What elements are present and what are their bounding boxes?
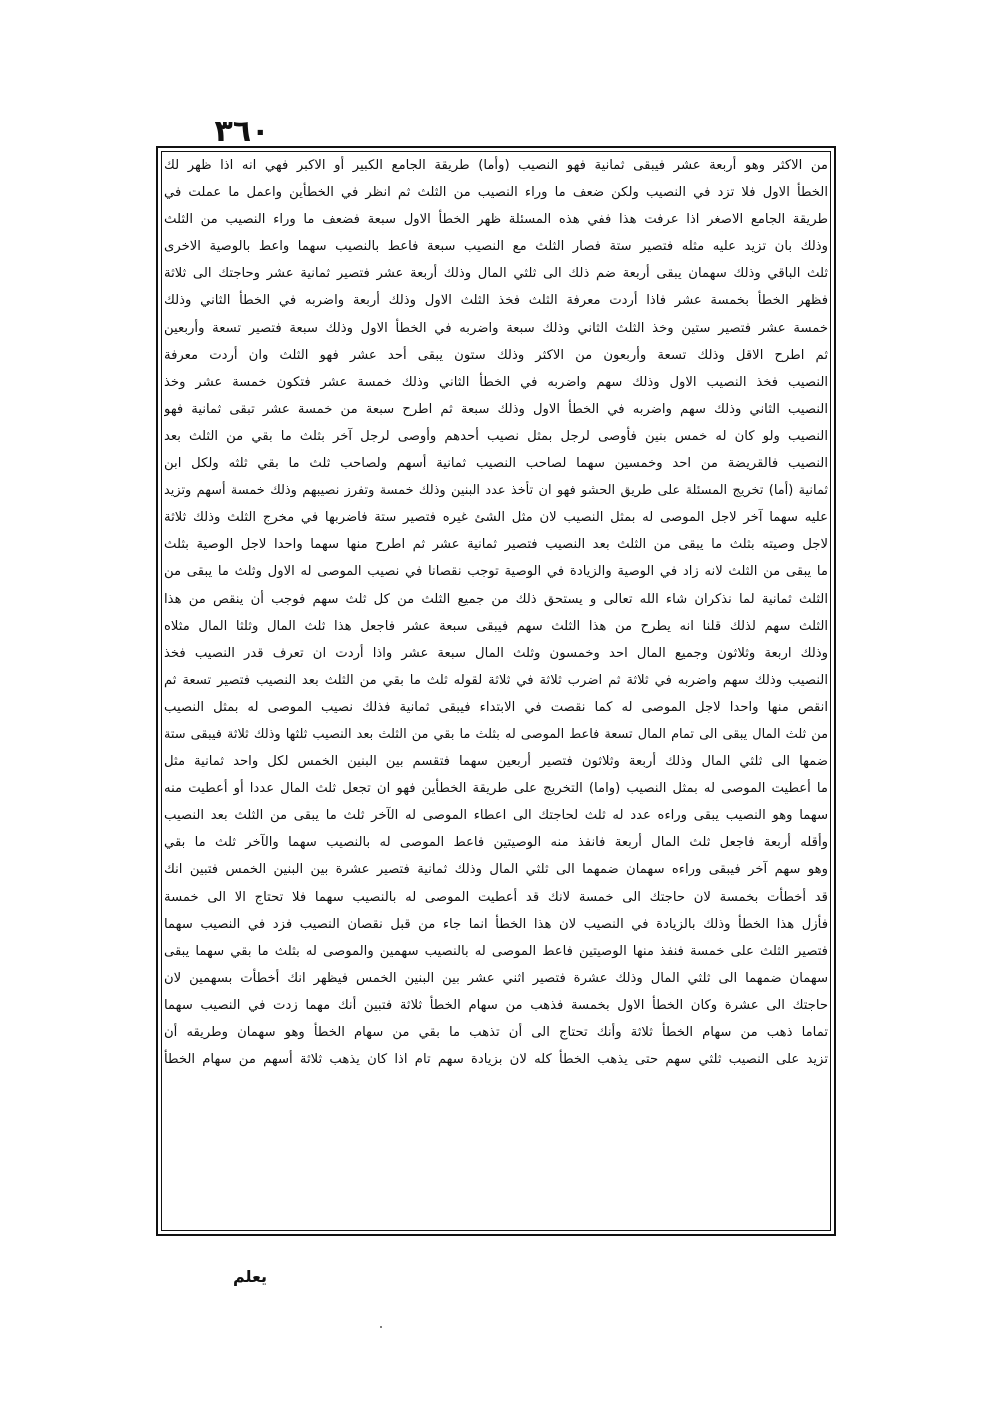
text-line: تماما ذهب من سهام الخطأ ثلاثة وأنك تحتاج الى أن تذهب ما بقي من سهام الخطأ وهو سهمان وطريقه أن [164, 1025, 828, 1040]
text-line: ما أعطيت الموصى له بمثل النصيب (واما) التخريج على طريقة الخطأين فهو ان تجعل ثلث المال عددا أو أعطيت منه [164, 781, 828, 797]
text-line: النصيب فالقريضة من احد وخمسين سهما لصاحب النصيب ثمانية أسهم ولصاحب ثلث ما بقي ثلثه ولكل ابن [164, 456, 828, 472]
text-line: تزيد على النصيب ثلثي سهم حتى يذهب الخطأ كله لان بزيادة سهم تام اذا كان يذهب ثلاثة أسهم من سهام الخطأ [164, 1052, 828, 1068]
text-line: فأزل هذا الخطأ وذلك بالزيادة في النصيب لان هذا الخطأ انما جاء من قبل نقصان النصيب فزد في النصيب سهما [164, 916, 828, 932]
text-line: طريقة الجامع الاصغر اذا عرفت هذا ففي هذه المسئلة ظهر الخطأ الاول سبعة فضعف ما وراء النصيب من الثلث [164, 212, 828, 228]
text-line: قد أخطأت بخمسة لان حاجتك الى خمسة لانك قد أعطيت الموصى له بالنصيب سهما فلا تحتاج الا الى خمسة [164, 889, 828, 905]
text-line: وهو سهم آخر فيبقى وراءه سهمان ضمهما الى ثلثي المال وذلك ثمانية فتصير عشرة بين البنين الخمس فتبين انك [164, 862, 828, 878]
text-line: عليه سهما آخر لاجل الموصى له بمثل النصيب لان مثل الشئ غيره فتصير ستة فاضربها في مخرج الثلث وذلك ثلاثة [164, 510, 828, 526]
page-number: ٣٦٠ [214, 114, 270, 149]
text-line: النصيب ولو كان له خمس بنين فأوصى لرجل بمثل نصيب أحدهم وأوصى لرجل آخر بثلث ما بقي من الثلث بعد [164, 428, 828, 444]
text-line: من ثلث المال يبقى الى تمام المال تسعة فاعط الموصى له بثلث ما بقي من الثلث بعد النصيب ثلثها وذلك ثلاثة فيبقى ستة [164, 726, 828, 742]
text-line: وأقله أربعة فاجعل ثلث المال أربعة فانفذ منه الوصيتين فاعط الموصى له بالنصيب سهما والآخر ثلث ما بقي [164, 835, 828, 851]
text-line: سهما وهو النصيب يبقى وراءه عدد له ثلث لحاجتك الى اعطاء الموصى له الآخر ثلث ما يبقى من الثلث بعد النصيب [164, 808, 828, 824]
text-line: النصيب فخذ النصيب الاول وذلك سهم واضربه في الخطأ الثاني وذلك خمسة عشر فتكون خمسة عشر وخذ [164, 374, 828, 390]
text-line: النصيب الثاني وذلك سهم واضربه في الخطأ الاول وذلك سبعة ثم اطرح سبعة من خمسة عشر تبقى ثمانية فهو [164, 401, 828, 417]
text-line: الخطأ الاول فلا تزد في النصيب ولكن ضعف ما وراء النصيب من الثلث ثم انظر في الخطأين واعمل ما عملت في [164, 185, 828, 201]
catchword: يعلم [232, 1267, 268, 1286]
text-line: ثلث الباقي وذلك سهمان يبقى أربعة ضم ذلك الى ثلثي المال وذلك أربعة عشر فتصير ثمانية عشر وحاجتك الى ثلاثة [164, 266, 828, 282]
text-line: الثلث سهم لذلك قلنا انه يطرح من هذا الثلث سهم فيبقى سبعة عشر فاجعل هذا ثلث المال وثلثا المال مثلاه [164, 618, 828, 634]
text-line: ضمها الى ثلثي المال وذلك أربعة وثلاثون فتصير أربعين سهما فتقسم بين البنين الخمس لكل واحد ثمانية مثل [164, 754, 828, 770]
text-line: ثمانية (أما) تخريج المسئلة على طريق الحشو فهو ان تأخذ عدد البنين وذلك خمسة وتفرز نصيبهم وذلك خمسة أسهم وتزيد [164, 483, 828, 499]
text-line: وذلك اربعة وثلاثون وجميع المال احد وخمسون وثلث المال سبعة عشر واذا أردت ان تعرف قدر النصيب فخذ [164, 645, 828, 661]
text-line: ثم اطرح الاقل وذلك تسعة وأربعون من الاكثر وذلك ستون يبقى أحد عشر فهو الثلث وان أردت معرفة [164, 347, 828, 363]
text-line: من الاكثر وهو أربعة عشر فيبقى ثمانية فهو النصيب (وأما) طريقة الجامع الكبير أو الاكبر فهي انه اذا ظهر لك [164, 158, 828, 173]
text-line: فظهر الخطأ بخمسة عشر فاذا أردت معرفة الثلث فخذ الثلث الاول وذلك أربعة واضربه في الخطأ الثاني وذلك [164, 293, 828, 309]
text-line: خمسة عشر فتصير ستين وخذ الثلث الثاني وذلك سبعة واضربه في الخطأ الاول وذلك سبعة فتصير تسعة وأربعين [164, 320, 828, 336]
text-line: وذلك بان تزيد عليه مثله فتصير ستة فصار الثلث مع النصيب سبعة فاعط بالنصيب سهما واعط بالوصية الاخرى [164, 239, 828, 255]
text-line: حاجتك الى عشرة وكان الخطأ الاول بخمسة فذهب من سهام الخطأ ثلاثة فتبين أنك مهما زدت في النصيب سهما [164, 997, 828, 1013]
text-line: فتصير الثلث على خمسة فنفذ منها الوصيتين فاعط الموصى له بالنصيب سهمين والموصى له بثلث ما بقي سهما يبقى [164, 943, 828, 959]
text-line: ما يبقى من الثلث لانه زاد في الوصية والزيادة في الوصية توجب نقصانا في نصيب الموصى له الاول وثلث ما يبقى من [164, 564, 828, 580]
text-line: سهمان ضمهما الى ثلثي المال وذلك عشرة فتصير اثني عشر بين البنين الخمس فيظهر انك أخطأت بسهمين لان [164, 970, 828, 986]
text-line: انقص منها واحدا لاجل الموصى له كما نقصت في الابتداء فيبقى ثمانية فذلك نصيب الموصى له بمثل النصيب [164, 699, 828, 715]
text-line: لاجل وصيته بثلث ما يبقى من الثلث بعد النصيب فتصير ثمانية عشر ثم اطرح منها سهما واحدا لاجل الوصية بثلث [164, 537, 828, 553]
text-line: النصيب وذلك سهم واضربه في ثلاثة ثم اضرب ثلاثة في ثلاثة لقوله ثلث ما بقي من الثلث بعد النصيب فتصير تسعة ثم [164, 672, 828, 688]
text-frame [156, 146, 836, 1236]
ink-dot [380, 1326, 382, 1328]
text-line: الثلث ثمانية لما نذكران شاء الله تعالى و يستحق ذلك من جميع الثلث من كل ثلث سهم فوجب أن ينقص من هذا [164, 591, 828, 607]
